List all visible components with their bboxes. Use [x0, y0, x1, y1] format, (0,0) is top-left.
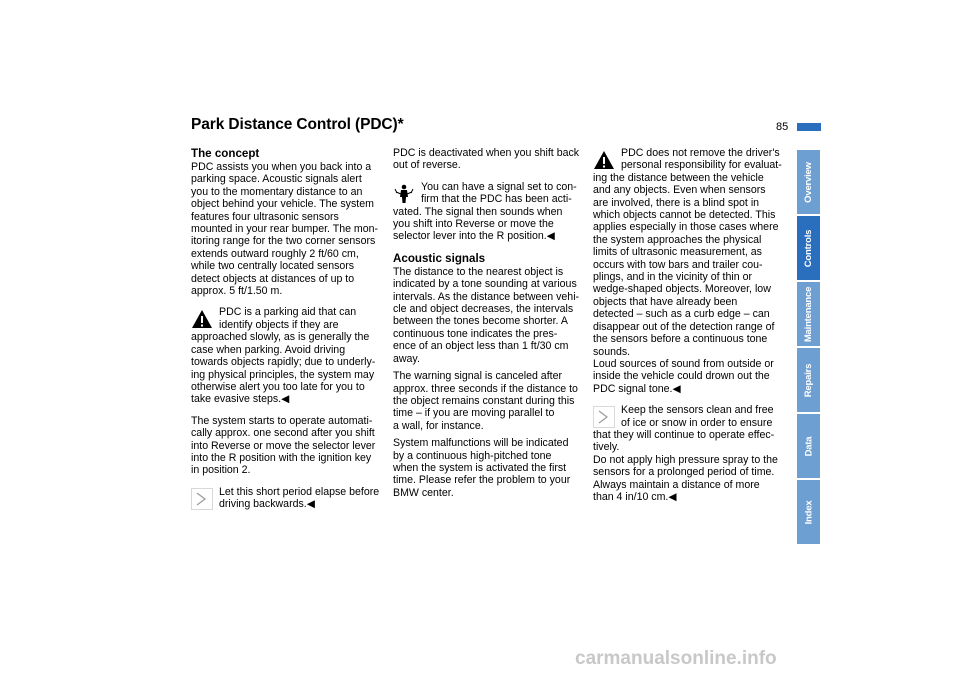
text-line: continuous tone indicates the pres-	[393, 327, 558, 340]
text-line: and any objects. Even when sensors	[593, 184, 766, 197]
text-line: firm that the PDC has been acti-	[421, 193, 572, 206]
warning-triangle-icon	[593, 149, 615, 171]
text-line: of ice or snow in order to ensure	[621, 416, 773, 429]
text-line: sensors for a prolonged period of time.	[593, 466, 775, 479]
text-line: cle and object decreases, the intervals	[393, 303, 574, 316]
tip-note-confirm-signal	[393, 181, 588, 243]
warning-note-parking-aid	[191, 306, 386, 405]
text-line: detect objects at distances of up to	[191, 272, 355, 285]
column-3	[593, 147, 789, 503]
text-line: The system starts to operate automati-	[191, 414, 373, 427]
text-line: approached slowly, as is generally the	[191, 331, 370, 344]
page-title: Park Distance Control (PDC)*	[191, 116, 404, 133]
text-line: parking space. Acoustic signals alert	[191, 173, 362, 186]
text-line: a wall, for instance.	[393, 419, 484, 432]
text-line: approx. three seconds if the distance to	[393, 382, 578, 395]
text-line: time. Please refer the problem to your	[393, 474, 571, 487]
text-line: applies especially in those cases where	[593, 221, 779, 234]
text-line: that they will continue to operate effec-	[593, 428, 775, 441]
text-line: tively.	[593, 441, 620, 454]
column-1	[191, 147, 386, 511]
text-line: intervals. As the distance between vehi-	[393, 290, 580, 303]
text-line: limits of ultrasonic measurement, as	[593, 246, 762, 259]
text-line: Let this short period elapse before	[219, 485, 380, 498]
text-line: plings, and in the vicinity of thin or	[593, 271, 752, 284]
warning-note-responsibility	[593, 147, 789, 395]
warning-triangle-icon	[191, 308, 213, 330]
text-line: PDC assists you when you back into a	[191, 161, 372, 173]
text-line: cally approx. one second after you shift	[191, 427, 375, 440]
text-line: PDC does not remove the driver's	[621, 147, 780, 159]
text-line: indicated by a tone sounding at various	[393, 278, 577, 291]
column-2	[393, 147, 588, 499]
tip-note-short-period	[191, 486, 386, 511]
workshop-service-icon	[393, 183, 415, 205]
tab-index[interactable]	[797, 480, 820, 544]
concept-paragraph	[191, 161, 386, 297]
tab-data[interactable]	[797, 414, 820, 478]
tip-note-sensor-care	[593, 404, 789, 503]
text-line: you to the momentary distance to an	[191, 185, 363, 198]
text-line: while two centrally located sensors	[191, 260, 355, 273]
text-line: You can have a signal set to con-	[421, 180, 577, 193]
text-line: vated. The signal then sounds when	[393, 205, 563, 218]
text-line: PDC is deactivated when you shift back	[393, 147, 580, 159]
text-line: wedge-shaped objects. Moreover, low	[593, 283, 771, 296]
text-line: occurs with tow bars and trailer cou-	[593, 258, 763, 271]
text-line: BMW center.	[393, 486, 454, 499]
text-line: in position 2.	[191, 464, 251, 477]
text-line: detected – such as a curb edge – can	[593, 308, 770, 321]
text-line: objects that have already been	[593, 295, 738, 308]
text-line: you shift into Reverse or move the	[393, 218, 554, 231]
text-line: away.	[393, 352, 420, 365]
tab-overview[interactable]	[797, 150, 820, 214]
text-line: into the R position with the ignition key	[191, 451, 372, 464]
text-line: ence of an object less than 1 ft/30 cm	[393, 340, 569, 353]
tab-controls[interactable]	[797, 216, 820, 280]
section-heading-acoustic-signals: Acoustic signals	[393, 251, 486, 265]
text-line: the sensors before a continuous tone	[593, 333, 768, 346]
tab-label: Maintenance	[803, 286, 814, 342]
text-line: itoring range for the two corner sensors	[191, 235, 376, 248]
text-line: identify objects if they are	[219, 318, 339, 331]
text-line: otherwise alert you too late for you to	[191, 380, 365, 393]
tab-maintenance[interactable]	[797, 282, 820, 346]
deactivation-paragraph	[393, 147, 588, 172]
startup-paragraph	[191, 415, 386, 477]
page-number: 85	[776, 121, 789, 133]
text-line: when the system is activated the first	[393, 461, 567, 474]
malfunction-paragraph	[393, 437, 588, 499]
text-line: approx. 5 ft/1.50 m.	[191, 285, 283, 298]
text-line: extends outward roughly 2 ft/60 cm,	[191, 247, 359, 260]
text-line: PDC is a parking aid that can	[219, 306, 357, 319]
text-line: towards objects rapidly; due to underly-	[191, 356, 376, 369]
text-line: out of reverse.	[393, 159, 461, 172]
text-line: Always maintain a distance of more	[593, 478, 760, 491]
text-line: PDC signal tone.◀	[593, 382, 681, 395]
tab-label: Overview	[803, 161, 814, 203]
tab-label: Index	[803, 500, 814, 524]
tab-label: Controls	[803, 229, 815, 267]
tip-arrow-icon	[593, 406, 615, 428]
text-line: into Reverse or move the selector lever	[191, 439, 376, 452]
tip-arrow-icon	[191, 488, 213, 510]
cancel-paragraph	[393, 370, 588, 432]
text-line: ing physical principles, the system may	[191, 368, 375, 381]
text-line: inside the vehicle could drown out the	[593, 370, 770, 383]
text-line: case when parking. Avoid driving	[191, 343, 346, 356]
text-line: object behind your vehicle. The system	[191, 198, 374, 211]
text-line: the system approaches the physical	[593, 233, 762, 246]
text-line: ing the distance between the vehicle	[593, 171, 764, 184]
text-line: features four ultrasonic sensors	[191, 210, 339, 223]
section-heading-concept: The concept	[191, 147, 260, 160]
tab-label: Repairs	[803, 363, 815, 397]
distance-paragraph	[393, 266, 588, 365]
text-line: mounted in your rear bumper. The mon-	[191, 223, 379, 236]
text-line: than 4 in/10 cm.◀	[593, 490, 677, 503]
tab-label: Data	[802, 436, 814, 456]
text-line: The distance to the nearest object is	[393, 265, 564, 278]
text-line: by a continuous high-pitched tone	[393, 449, 552, 462]
text-line: selector lever into the R position.◀	[393, 230, 555, 243]
text-line: between the tones become shorter. A	[393, 315, 568, 328]
watermark: carmanualsonline.info	[575, 648, 777, 669]
text-line: Keep the sensors clean and free	[621, 404, 774, 417]
text-line: Loud sources of sound from outside or	[593, 357, 774, 370]
tab-repairs[interactable]	[797, 348, 820, 412]
text-line: the object remains constant during this	[393, 394, 575, 407]
text-line: which objects cannot be detected. This	[593, 209, 776, 222]
text-line: are involved, there is a blind spot in	[593, 196, 760, 209]
text-line: Do not apply high pressure spray to the	[593, 453, 778, 466]
text-line: time – if you are moving parallel to	[393, 407, 555, 420]
text-line: System malfunctions will be indicated	[393, 437, 569, 450]
text-line: driving backwards.◀	[219, 498, 315, 511]
text-line: take evasive steps.◀	[191, 393, 290, 406]
text-line: sounds.	[593, 345, 631, 358]
text-line: disappear out of the detection range of	[593, 320, 775, 333]
text-line: personal responsibility for evaluat-	[621, 159, 782, 172]
text-line: The warning signal is canceled after	[393, 370, 563, 383]
page-number-marker	[797, 123, 821, 131]
